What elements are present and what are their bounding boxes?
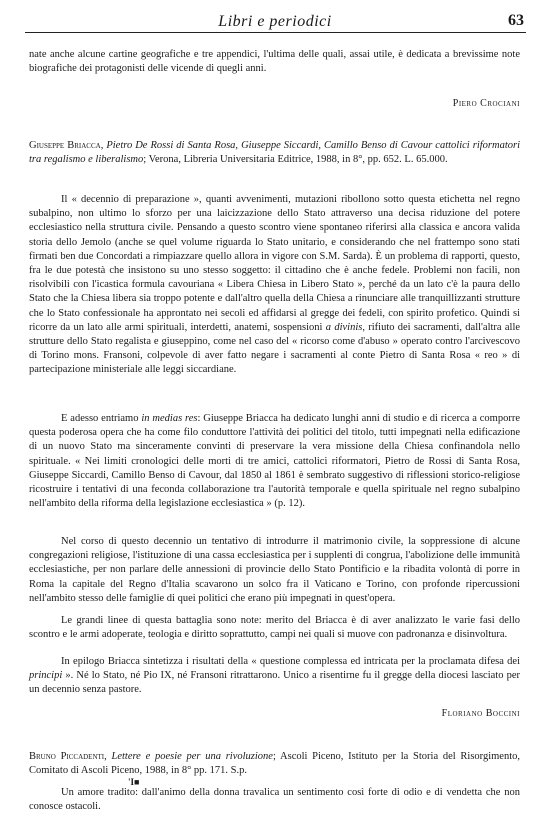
review1-publisher: ; Verona, Libreria Universitaria Editrice, 1988, in 8°, pp. 652. L. 65.000. [143,154,448,166]
running-title: Libri e periodici [218,13,332,30]
review1-paragraph-4: Le grandi linee di questa battaglia sono note: merito del Briacca è di aver analizzato le varie fasi dello scontro e le armi adoperate, teologia e diritto soprattutto, campi nei quali si muove con padronanza e disinvoltura. [29,615,520,641]
review2-paragraph-1: Un amore tradito: dall'animo della donna travalica un sentimento così forte di odio e di vendetta che non conosce ostacoli. [29,787,520,813]
header-rule [25,32,526,33]
review1-author: Giuseppe Briacca [29,140,101,151]
signature-boccini: Floriano Boccini [441,708,520,719]
review2-scan-mark: 'I■ [128,777,140,787]
review2-title: Lettere e poesie per una rivoluzione [111,751,273,762]
review2-author: Bruno Piccadenti [29,751,105,762]
review1-citation: Giuseppe Briacca, Pietro De Rossi di Santa Rosa, Giuseppe Siccardi, Camillo Benso di Cavour cattolici riformatori tra regalismo e liberalismo; Verona, Libreria Universitaria Editrice, 1988, in 8°, pp. 652. L. 65.000. [29,140,521,166]
review2-citation: Bruno Piccadenti, Lettere e poesie per una rivoluzione; Ascoli Piceno, Istituto per la Storia del Risorgimento, Comitato di Ascoli Piceno, 1988, in 8° pp. 171. S.p. [29,751,521,777]
review1-paragraph-3: Nel corso di questo decennio un tentativo di introdurre il matrimonio civile, la soppressione di alcune congregazioni religiose, l'istituzione di una cassa ecclesiastica per i supplenti di congrua, l'abolizione delle immunità ecclesiastiche, per non parlare delle annessioni di provincie dello Stato Pontificio e la ribadita volontà di porre in Roma la capitale del Regno d'Italia scavarono un solco fra il Vaticano e Torino, con profonde ripercussioni nell'ambito stesso delle famiglie di quei politici che erano più impegnati in quest'opera. [29,536,520,604]
page-number: 63 [508,12,524,29]
continuation-paragraph: nate anche alcune cartine geografiche e tre appendici, l'ultima delle quali, assai utile, è dedicata a brevissime note biografiche dei protagonisti delle vicende di quegli anni. [29,49,520,75]
review1-paragraph-5: In epilogo Briacca sintetizza i risultati della « questione complessa ed intricata per la proclamata difesa dei principi ». Né lo Stato, né Pio IX, né Fransoni ritrattarono. Unico a risentirne fu il gregge della diocesi lasciato per un decennio senza pastore. [29,656,520,696]
review1-paragraph-1: Il « decennio di preparazione », quanti avvenimenti, mutazioni ribollono sotto questa etichetta nel regno subalpino, non ultimo lo sforzo per una laicizzazione dello Stato attraverso una decisa riduzione del potere ecclesiastico nella struttura civile. Pensando a questo scontro viene spontaneo riferirsi alla classica e ancora valida storia dello Jemolo (anche se quel volume riguarda lo Stato unitario, e considerando che nel frattempo sono stati firmati ben due Concordati a rimpiazzare quello allora in vigore con S.M. Sarda). È un problema di rapporti, questo, fra le due potestà che insistono su uno stesso soggetto: il cittadino che è anche fedele. Problemi non facili, non risolvibili con l'icastica formula cavouriana « Libera Chiesa in Libero Stato », perché da un lato c'è la paura dello Stato che la Chiesa libera sia troppo potente e dall'altro quella della Chiesa a rinunciare alle tranquillizzanti strutture che lo Stato confessionale ha approntato nei secoli ed affidarsi al gregge dei fedeli, con spirito profetico. Quindi si ricorre da un lato alle armi spirituali, interdetti, anatemi, sospensioni a divinis, rifiuto dei sacramenti, dall'altra alle strutture dello Stato regalista e giuseppino, come nel caso del « ricorso come d'abuso » operato contro l'arcivescovo di Torino mons. Fransoni, colpevole di aver fatto negare i sacramenti al conte Pietro di Santa Rosa « reo » di partecipazione ministeriale alle leggi siccardiane. [29,194,521,376]
review1-title: Pietro De Rossi di Santa Rosa, Giuseppe Siccardi, Camillo Benso di Cavour cattolici riformatori tra regalismo e liberalismo [29,140,521,166]
review1-paragraph-2: E adesso entriamo in medias res: Giuseppe Briacca ha dedicato lunghi anni di studio e di ricerca a comporre questa poderosa opera che ha come filo conduttore l'attività dei politici del titolo, tutti impegnati nella edificazione di un nuovo Stato ma sinceramente convinti di preservare la vera missione della Chiesa confinandola nello spirituale. « Nei limiti cronologici delle morti di tre amici, cattolici riformatori, Pietro de Rossi di Santa Rosa, Giuseppe Siccardi, Camillo Benso di Cavour, dal 1850 al 1861 è sembrato suggestivo di riflessioni storico-religiose ricostruire i tentativi di una feconda collaborazione tra l'autorità temporale e quella spirituale nel regno subalpino nell'ambito della riforma della legislazione ecclesiastica » (p. 12). [29,413,521,510]
signature-crociani: Piero Crociani [452,98,520,109]
review2-publisher: ; Ascoli Piceno, Istituto per la Storia del Risorgimento, Comitato di Ascoli Piceno, 1988, in 8° pp. 171. S.p. [29,751,521,777]
